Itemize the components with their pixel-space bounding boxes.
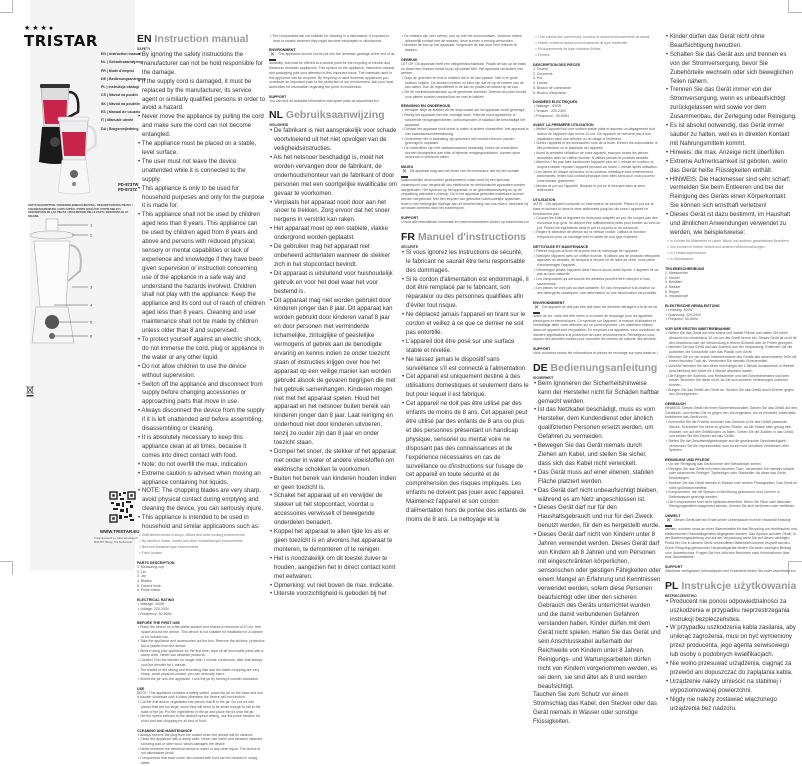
usage-sub-item: □ Hôtels, motels et autres environnements de type résidentiel. xyxy=(533,40,661,46)
language-code: EN xyxy=(137,33,152,45)
bullet-item: • De gebruiker mag het apparaat niet onbeheerd achterlaten wanneer de stekker zich in het stopcontact bevindt. xyxy=(269,243,397,270)
small-text: You can find all available information and spare parts at www.tristar.eu! xyxy=(269,98,379,103)
weee-bin-icon: ✕ xyxy=(269,52,276,61)
section-title: Manuel d'instructions xyxy=(417,230,527,243)
small-text: 3. Behälter xyxy=(665,280,682,285)
bullet-item: • Urządzenie należy umieścić na stabilnej i wypoziomowanej powierzchni. xyxy=(665,678,797,696)
callout-3: 3 xyxy=(90,284,93,290)
bullet-item: • De fabrikant is niet aansprakelijk voor schade voortvloeiend uit het niet opvolgen van de veiligheidsinstructies. xyxy=(269,127,397,154)
environment-paragraph xyxy=(665,518,797,560)
small-bullet: • Stellen Sie die Geschwindigkeitsregler auf die gewünschte Geschwindigkeit; verwenden Sie die Impulsfunktion zum kurzen und schnellen Zerkleinern aller Speisen. xyxy=(665,439,797,453)
section-subheading: ELECTRICAL RATING xyxy=(137,598,175,603)
crop-mark xyxy=(0,561,13,575)
paragraph-text: This appliance should not be put into the domestic garbage at the end of its durability, but must be offered at a central point for the recycling of electric and electronic domestic appliances. This symbol on the appliance, instruction manual and packaging puts your attention to this important issue. The materials used in this appliance can be recycled. By recycling of used domestic appliances you contribute an important push to the protection of our environment. Ask your local authorities for information regarding the point of recollection. xyxy=(269,52,395,89)
website-link[interactable]: WWW.TRISTAR.EU xyxy=(100,529,140,534)
section-heading xyxy=(401,231,529,243)
bullet-item: • Always disconnect the device from the supply if it is left unattended and before assembling, disassembling or cleaning. xyxy=(137,407,265,434)
bullet-item: • Das Gerät darf nicht unbeaufsichtigt bleiben, während es am Netz angeschlossen ist. xyxy=(533,487,661,505)
weee-bin-icon: ✕ xyxy=(401,169,408,178)
small-text: 2. Couvercle xyxy=(533,71,553,76)
bullet-item: • Cet appareil ne doit pas être utilisé par des enfants de moins de 8 ans. Cet appareil peut être utilisé par des enfants de 8 ans ou plus et des personnes présentant un handicap physique, sensoriel ou mental voire ne disposant pas des connaissances et de l'expérience nécessaires en cas de surveillance ou d'instructions sur l'usage de cet appareil en toute sécurité et de compréhension des risques impliqués. Les enfants ne doivent pas jouer avec l'appareil. Maintenez l'appareil et son cordon d'alimentation hors de portée des enfants de moins de 8 ans. Le nettoyage et la xyxy=(401,400,529,525)
small-text: 3. Pot xyxy=(533,76,543,81)
subheading: SICHERHEIT xyxy=(533,375,554,380)
bullet-item: • This appliance is intended to be used in household and similar applications such as: xyxy=(137,514,265,532)
section-subheading: SUPPORT xyxy=(269,94,287,99)
weee-bin-icon: ✕ xyxy=(533,305,540,314)
small-text: LET OP: Dit apparaat heeft een veiligheidsschakelaar. Plaats de kan op de basis en draai hem linksom totdat hij op zijn plaats klikt. Het apparaat zal anders niet werken. xyxy=(401,61,527,76)
small-bullet: • Never immerse the electrical device in water or any other liquid. The device is not dishwasher proof. xyxy=(137,747,265,756)
small-bullet: • Always remove the plug from the socket when the device will be cleaned. xyxy=(137,733,265,738)
bullet-item: • Extreme Aufmerksamkeit ist geboten, wenn das Gerät heiße Flüssigkeiten enthält. xyxy=(665,158,797,176)
small-text: U kunt alle beschikbare informatie en reserveonderdelen vinden op www.tristar.eu! xyxy=(401,220,529,225)
bullet-item: • Nie wolno przesuwać urządzenia, ciągnąć za przewód ani dopuszczać do zaplątania kabla. xyxy=(665,660,797,678)
address-line: Tristar Europe B.V. | Jules Verneweg 87 xyxy=(94,537,139,540)
usage-sub-item: □ Fermes. xyxy=(533,52,661,58)
small-bullet: • Coupez les fruits et légumes en morceaux adaptés au pot. Ne coupez pas des morceaux trop gros. Ils doivent être suffisamment petits pour tomber au fond du pot. Placez les ingrédients dans le pot et couvrez-le du couvercle. xyxy=(533,216,661,230)
bullet-item: • Never move the appliance by pulling the cord and make sure the cord can not become entangled. xyxy=(137,113,265,140)
section-subheading: ENVIRONMENT xyxy=(269,48,296,53)
language-item: CS | Návod na použití xyxy=(101,93,138,98)
small-text: 5. Control knob xyxy=(137,583,161,588)
bullet-item: • W przypadku uszkodzenia kabla zasilania, aby uniknąć zagrożenia, musi on być wymieniony przez producenta, jego agenta serwisowego lub osoby o podobnych kwalifikacjach. xyxy=(665,624,797,660)
bullet-item: • This appliance is only to be used for household purposes and only for the purpose it is made for. xyxy=(137,185,265,212)
section-title: Instrukcje użytkowania xyxy=(681,579,797,592)
small-bullet: • Avant la première utilisation de votre appareil, essuyez toutes les pièces amovibles avec un chiffon humide. N'utilisez jamais de produits abrasifs. xyxy=(533,151,661,160)
bullet-item: • This appliance shall not be used by children aged less than 8 years. This appliance can be used by children aged from 8 years and above and persons with reduced physical, sensory or mental capabilities or lack of experience and knowledge if they have been given supervision or instruction concerning use of the appliance in a safe way and understand the hazards involved. Children shall not play with the appliance. Keep the appliance and its cord out of reach of children aged less than 8 years. Cleaning and user maintenance shall not be made by children unless older than 8 and supervised. xyxy=(137,211,265,336)
bullet-item: • Beim Ignorieren der Sicherheitshinweise kann der Hersteller nicht für Schäden haftbar gemacht werden. xyxy=(533,380,661,407)
section-subheading: TEILEBESCHREIBUNG xyxy=(665,266,705,271)
crop-mark xyxy=(788,0,802,13)
small-text: 1. Measuring cup xyxy=(137,564,164,569)
paragraph: Tauchen Sie zum Schutz vor einem Stromschlag das Kabel, den Stecker oder das Gerät niemals in Wasser oder sonstige Flüssigkeiten. xyxy=(533,691,657,726)
bullet-item: • Buiten het bereik van kinderen houden indien er geen toezicht is. xyxy=(269,475,397,493)
bullet-item: • Ne laissez jamais le dispositif sans surveillance s'il est connecté à l'alimentation. xyxy=(401,356,529,374)
model-number: PD-8737Z xyxy=(118,187,138,192)
small-text: 5. Bouton de commande xyxy=(533,85,572,90)
small-text: 2. Deckel xyxy=(665,275,680,280)
small-text: Sämtliche verfügbaren Informationen und Ersatzteile finden Sie unter www.tristar.eu! xyxy=(665,569,796,573)
small-bullet: • Les lames du disque éplucheur et du couteau métallique sont extrêmement tranchantes, évitez tout contact physique avec elles sans quoi vous pourriez vous blesser gravement. xyxy=(533,170,661,184)
language-code: NL xyxy=(269,109,283,122)
bullet-item: • Producent nie ponosi odpowiedzialności za uszkodzenia w przypadku nieprzestrzegania instrukcji bezpieczeństwa. xyxy=(665,598,797,625)
section-subheading: NETTOYAGE ET MAINTENANCE xyxy=(533,244,589,249)
paragraph-text: Cet appareil ne doit pas être jeté avec les déchets ménagers à la fin de sa durée de vie, mais doit être remis à un centre de recyclage pour les appareils électriques et électroniques. Ce symbole sur l'appareil, le manuel d'utilisation et l'emballage attire votre attention sur ce point important. Les matériaux utilisés dans cet appareil sont recyclables. En recyclant vos appareils, vous contribuez de manière significative à la protection de notre environnement. Renseignez-vous auprès des autorités locales pour connaître les centres de collecte des déchets. xyxy=(533,304,660,342)
usage-sub-item: □ In Gutshäusern. xyxy=(665,256,797,262)
small-bullet: • Tension : 220-240V xyxy=(533,109,661,114)
small-bullet: • Onderdelen die in aanraking zijn gekomen met voedsel kunnen worden gereinigd in sopwater. xyxy=(401,137,529,146)
bullet-item: • Ne déplacez jamais l'appareil en tirant sur le cordon et veillez à ce que ce dernier ne soit pas entortillé. xyxy=(401,311,529,338)
small-text: 6. Bouton d'impulsion xyxy=(533,90,567,95)
usage-sub-item: □ By clients in hotels, motels and other residential type environments. xyxy=(137,538,265,544)
small-bullet: • Réglez le sélecteur de vitesse sur la vitesse voulue. Utilisez la fonction d'impulsion pour un hachage bref et rapide de tout type d'aliment. xyxy=(533,230,661,239)
small-bullet: • Fréquence : 50-60Hz xyxy=(533,114,661,119)
small-text: HINWEIS: Dieses Gerät hat einen Sicherheitsschalter. Setzen Sie das Gefäß auf den Gerätefuß, und drehen Sie es gegen den Uhrzeigersinn, bis es einrastet; andernfalls funktioniert das Gerät nicht. xyxy=(665,406,797,420)
bullet-item: • Als het netsnoer beschadigd is, moet het worden vervangen door de fabrikant, de onderhoudsmonteur van de fabrikant of door personen met een soortgelijke kwalificatie om gevaar te voorkomen. xyxy=(269,154,397,199)
subheading: SAFETY xyxy=(137,47,151,51)
small-text: Vous trouverez toutes les informations et pièces de rechange sur www.tristar.eu ! xyxy=(533,351,659,356)
bullet-item: • By ignoring the safety instructions the manufacturer can not be hold responsible for the damage. xyxy=(137,51,265,78)
small-bullet: • Attention ! Ne pas faire fonctionner l'appareil plus de 1 minute en continu, et toujours laisser reposer l'appareil pendant au moins 1 minute après utilisation. xyxy=(533,160,661,169)
usage-sub-item: □ Farm houses. xyxy=(137,550,265,556)
small-bullet: • Wattage : 400W xyxy=(533,104,661,109)
bullet-item: • Do not allow children to use the device without supervision. xyxy=(137,363,265,381)
small-bullet: • Frequency: 50-60Hz xyxy=(137,612,265,617)
column-nl-fr xyxy=(401,34,529,525)
language-item: DE | Bedienungsanleitung xyxy=(101,76,146,81)
section-heading xyxy=(533,362,661,374)
small-bullet: • Mount the jar onto the appliance. Lock the jar by turning it counter clockwise. xyxy=(137,677,265,682)
subheading: SÉCURITÉ xyxy=(401,244,419,249)
section-subheading: PARTS DESCRIPTION xyxy=(137,560,175,565)
small-bullet: • Nehmen Sie das Gerät und das Zubehör aus der Verpackung. Entfernen Sie die Aufkleber, die Schutzfolie oder das Plastik vom Gerät. xyxy=(665,345,797,354)
small-bullet: • Verwijder altijd de stekker uit het stopcontact als het apparaat wordt gereinigd. xyxy=(401,108,529,113)
subheading: VEILIGHEID xyxy=(269,123,289,128)
section-title: Instruction manual xyxy=(154,33,249,45)
bullet-item: • Hinweis: die max. Anzeige nicht überfüllen xyxy=(665,149,797,158)
bullet-item: • Si le cordon d'alimentation est endommagé, il doit être remplacé par le fabricant, son réparateur ou des personnes qualifiées afin d'éviter tout risque. xyxy=(401,276,529,312)
section-subheading: ELEKTRISCHE NENNLEISTUNG xyxy=(665,304,720,309)
company-address xyxy=(94,537,139,545)
section-subheading: SUPPORT xyxy=(665,565,683,569)
callout-2: 2 xyxy=(90,232,93,238)
small-bullet: • Wattage: 400W xyxy=(137,602,265,607)
small-bullet: • Mettez l'appareil sur une surface stable plate et assurez un dégagement tout autour de l'appareil d'au moins 10 cm. Cet appareil ne convient pas à une installation dans une armoire ou un usage à l'extérieur. xyxy=(533,127,661,141)
weee-bin-icon: ✕ xyxy=(665,518,672,527)
bullet-item: • HINWEIS: Die Hackmesser sind sehr scharf; vermeiden Sie beim Entleeren und bei der Reinigung des Geräts einen Körperkontakt. Sie können sich ernsthaft verletzen! xyxy=(665,176,797,212)
small-bullet: • Monteer de kan op het apparaat. Vergrendel de kan door hem linksom te draaien. xyxy=(401,43,529,52)
section-subheading: CLEANING AND MAINTENANCE xyxy=(137,728,192,733)
small-bullet: • Les pièces ne vont pas au lave-vaisselle. En cas d'exposition à la chaleur ou des détergents caustiques, une déformation ou une décoloration est possible. xyxy=(533,286,661,295)
small-bullet: • Clean the appliance with a damp cloth. Never use harsh and abrasive cleaners, scouring pad or steel wool, which damages the device. xyxy=(137,737,265,746)
paragraph-text: Dit apparaat mag aan het einde van de levensduur niet bij het normale huishoudelijke afval worden gedeponeerd, maar moet bij een speciaal inzamelpunt voor hergebruik van elektrische en elektronische apparaten worden aangeboden. Het symbool op het apparaat, in de gebruiksaanwijzing en op de verpakking attendeert u hierop. De in het apparaat gebruikte materialen kunnen worden hergebruikt. Met het recyclen van gebruikte huishoudelijke apparaten levert u een belangrijke bijdrage aan de bescherming van ons milieu. Informeer bij uw lokale overheid naar het inzamelpunt. xyxy=(401,169,529,211)
bullet-item: • Het is noodzakelijk om dit toestel zuiver te houden, aangezien het in direct contact komt met eetwaren. xyxy=(269,555,397,582)
small-bullet: • The blades of the slicing and shredding disk and the blade chopping are very sharp, avoid physical contact, you can seriously injure. xyxy=(137,668,265,677)
small-bullet: • Voltage: 220-240V xyxy=(137,607,265,612)
usage-sub-item: □ In Frühstückspensionen. xyxy=(665,250,797,256)
small-text: 6. Pulse button xyxy=(137,588,161,593)
usage-sub-item: □ Von Kunden in Hotels, Motels und anderen Wohneinrichtungen. xyxy=(665,244,797,250)
small-bullet: • Snijd de groenten en fruit in stukken die in de kan passen. Niet in te grote stukken snijden. De stukken moeten zo klein zijn dat ze op de bodem van de kan vallen. Doe de ingrediënten in de kan en plaats het deksel op de kan. xyxy=(401,76,529,90)
section-subheading: USE xyxy=(137,686,145,691)
bullet-item: • Dit apparaat is uitsluitend voor huishoudelijk gebruik en voor het doel waar het voor bestemd is. xyxy=(269,270,397,297)
small-bullet: • Die Komponenten sind nicht spülmaschinenfest. Wenn Sie Hitze oder ätzenden Reinigungsmitteln ausgesetzt werden, können Sie sich verformen oder verfärben. xyxy=(665,500,797,509)
bullet-item: • Cet appareil est uniquement destiné à des utilisations domestiques et seulement dans le but pour lequel il est fabriqué. xyxy=(401,373,529,400)
small-bullet: • Schneiden Sie die Früchte und/oder das Gemüse in für das Gefäß passende Stücke. Schneiden Sie keine zu großen Stücke, da die Stücke klein genug sein müssen, um auf den Gefäßboden zu fallen. Geben Sie die Zutaten in das Gefäß und setzen Sie den Deckel auf das Gefäß. xyxy=(665,420,797,439)
language-item: DA | Brugervejledning xyxy=(101,126,139,131)
callout-1: 1 xyxy=(90,222,93,228)
section-subheading: SUPPORT xyxy=(401,216,419,221)
environment-paragraph xyxy=(401,169,529,211)
small-bullet: • Vorsicht! Nehmen Sie den Mixer nicht länger als 1 Minute kontinuierlich in Betrieb. Anschließend den Mixer für 1 Minute abkühlen lassen. xyxy=(665,364,797,373)
language-list xyxy=(101,50,146,133)
small-bullet: • Dompel het apparaat nooit onder in water of andere vloeistoffen. Het apparaat is niet vaatwasmachinebestendig. xyxy=(401,127,529,136)
language-item: SK | Návod na použitie xyxy=(101,101,140,106)
address-line: 5015 BH Tilburg | The Netherlands xyxy=(94,541,133,544)
bullet-item: • Kinder dürfen das Gerät nicht ohne Beaufsichtigung benutzen. xyxy=(665,33,797,51)
bullet-item: • Switch off the appliance and disconnect from supply before changing accessories or approaching parts that move in use. xyxy=(137,381,265,408)
bullet-item: • Het apparaat moet op een stabiele, vlakke ondergrond worden geplaatst. xyxy=(269,225,397,243)
small-text: 4. Messer xyxy=(665,284,681,289)
small-bullet: • Nettoyez l'appareil avec un chiffon humide. N'utilisez pas de produits nettoyants agressifs ou abrasifs, de tampons à récurer ou de laine de verre, sous peine d'endommager l'appareil. xyxy=(533,254,661,268)
language-item: IT | Manuale utente xyxy=(101,118,134,123)
section-subheading: REINIGUNG UND PFLEGE xyxy=(665,458,710,463)
small-bullet: • Zet de snelheidsschakelaar op de gewenste snelheid. Gebruik de pulse-functie voor allerlei soorten voedsel kort en snel te hakken. xyxy=(401,90,529,99)
small-bullet: • Components that have come into contact with food can be cleaned in soapy water. xyxy=(137,756,265,765)
small-bullet: • Tauchen Sie das Gerät niemals in Wasser oder andere Flüssigkeiten. Das Gerät ist nicht spülmaschinenfest. xyxy=(665,481,797,490)
parts-caption: PARTS DESCRIPTION / ONDERDELENBESCHRIJVING / DESCRIPTION DES PIÈCES / TEILEBESCHREIBUNG / OPIS CZĘŚCI / POPIS SOUČÁSTÍ / POPIS DIELOV / DESCRIPCIÓN DE LAS PIEZAS / DESCRIZIONE DELLE PARTI / BESKRIVELSE AF DELENE xyxy=(28,204,133,218)
small-text: 3. Jar xyxy=(137,574,146,579)
bullet-item: • Dompel het snoer, de stekker of het apparaat niet onder in water of andere vloeistoffen om elektrische schokken te voorkomen. xyxy=(269,448,397,475)
small-bullet: • Montez le pot sur l'appareil. Bloquez le pot en le tournant dans le sens antihoraire. xyxy=(533,184,661,193)
tristar-logo xyxy=(24,24,104,50)
usage-sub-item: □ In Küchen für Mitarbeiter in Läden, Büros und anderen gewerblichen Bereichen. xyxy=(665,238,797,244)
column-en-nl xyxy=(269,34,397,599)
section-subheading: BEFORE THE FIRST USE xyxy=(137,621,180,626)
weee-bin-icon xyxy=(26,385,34,397)
small-text: 4. Blades xyxy=(137,579,152,584)
section-subheading: ENVIRONNEMENT xyxy=(533,300,565,305)
column-fr-de xyxy=(533,34,661,727)
section-subheading: REINIGING EN ONDERHOUD xyxy=(401,104,451,109)
bullet-item: • Note: do not overfill the max. indication xyxy=(137,461,265,470)
small-text: 2. Lid xyxy=(137,569,146,574)
bullet-item: • If the supply cord is damaged, it must be replaced by the manufacturer, its service agent or similarly qualified persons in order to avoid a hazard. xyxy=(137,78,265,114)
small-bullet: • The components are not suitable for cleaning in a dishwasher. If exposed to heat or caustic cleaners they might become misshapen or discoloured. xyxy=(269,34,397,43)
bullet-item: • L'appareil doit être posé sur une surface stable et nivelée. xyxy=(401,338,529,356)
small-bullet: • Komponenten, die mit Speisen in Berührung gekommen sind, können in Seifenwasser gereinigt werden. xyxy=(665,490,797,499)
parts-diagram xyxy=(30,215,100,345)
section-subheading: AVANT LA PREMIÈRE UTILISATION xyxy=(533,123,594,128)
small-bullet: • Wischen Sie vor der ersten Inbetriebnahme des Geräts alle abnehmbaren Teile mit einem feuchten Tuch ab. Verwenden Sie niemals Scheuermittel. xyxy=(665,355,797,364)
small-bullet: • Take the appliance and accessories out the box. Remove the stickers, protective foil or plastic from the device. xyxy=(137,639,265,648)
language-item: NL | Gebruiksaanwijzing xyxy=(101,60,143,65)
small-bullet: • Place the device on a flat stable surface and ensure a minimum of 10 cm. free space around the device. This device is not suitable for installation in a cabinet or for outside use. xyxy=(137,625,265,639)
section-subheading: UMWELT xyxy=(665,514,681,519)
small-bullet: • De onderdelen zijn niet vaatwasmachine bestendig. Indien de onderdelen worden blootgesteld aan hitte of bijtende reinigingsmiddelen, kunnen deze vervormd of verkleurd raken. xyxy=(401,146,529,160)
section-title: Gebruiksaanwijzing xyxy=(285,109,385,122)
small-bullet: • Retirez toujours la fiche de la prise lors du nettoyage de l'appareil. xyxy=(533,249,661,254)
usage-sub-item: □ Coin cuisine des commerces, bureaux et autres environnements de travail. xyxy=(533,34,661,40)
bullet-item: • The user must not leave the device unattended while it is connected to the supply. xyxy=(137,158,265,185)
bullet-item: • Ist das Netzkabel beschädigt, muss es vom Hersteller, dem Kundendienst oder ähnlich qualifizierten Personen ersetzt werden, um Gefahren zu vermeiden. xyxy=(533,406,661,442)
small-bullet: • Caution! Run the blender no longer than 1 minute continuous, after that always cool the blender for 1 minute. xyxy=(137,658,265,667)
environment-paragraph xyxy=(269,52,397,89)
callout-4: 4 xyxy=(90,302,93,308)
small-bullet: • Set the speed selector to the desired speed setting, use the pulse function for short and fast chopping for all kind of food. xyxy=(137,714,265,723)
bullet-item: • Dieses Gerät darf nicht von Kindern unter 8 Jahren verwendet werden. Dieses Gerät darf von Kindern ab 8 Jahren und von Personen mit eingeschränkten körperlichen, sensorischen oder geistigen Fähigkeiten oder einem Mangel an Erfahrung und Kenntnissen verwendet werden, sofern diese Personen beaufsichtigt oder über den sicheren Gebrauch des Geräts unterrichtet wurden und die damit verbundenen Gefahren verstanden haben. Kinder dürfen mit dem Gerät nicht spielen. Halten Sie das Gerät und sein Anschlusskabel außerhalb der Reichweite von Kindern unter 8 Jahren. Reinigungs- und Wartungsarbeiten dürfen nicht von Kindern vorgenommen werden, es sei denn, sie sind älter als 8 und werden beaufsichtigt. xyxy=(533,531,661,691)
small-bullet: • Reinigen Sie das Gerät mit einem feuchten Tuch. Verwenden Sie niemals scharfe oder scheuernde Reiniger, Topfreiniger oder Stahlwolle, da diese das Gerät beschädigen. xyxy=(665,467,797,481)
bullet-item: • Trennen Sie das Gerät immer von der Stromversorgung, wenn es unbeaufsichtigt zurückgelassen wird sowie vor dem Zusammenbau, der Zerlegung oder Reinigung. xyxy=(665,86,797,122)
bullet-item: • Schalten Sie das Gerät aus und trennen es von der Stromversorgung, bevor Sie Zubehörteile wechseln oder sich beweglichen Teilen nähern. xyxy=(665,51,797,87)
section-heading xyxy=(269,109,397,121)
column-de-pl xyxy=(665,33,797,713)
usage-sub-item: □ Bed and breakfast type environments. xyxy=(137,544,265,550)
small-text: 5. Regler xyxy=(665,289,680,294)
small-bullet: • Before using your appliance for the first time, wipe off all removable parts with a damp cloth. Never use abrasive products. xyxy=(137,649,265,658)
logo-stars: ★★★● xyxy=(24,25,56,32)
usage-sub-item: □ Staff kitchen areas in shops, offices and other working environments. xyxy=(137,532,265,538)
environment-paragraph xyxy=(533,305,661,342)
section-subheading: MILIEU xyxy=(401,165,414,170)
bullet-item: • It is absolutely necessary to keep this appliance clean at all times, because it comes into direct contact with food. xyxy=(137,434,265,461)
language-item: EN | Instruction manual xyxy=(101,52,142,56)
section-subheading: UTILISATION xyxy=(533,198,556,203)
bullet-item: • Dit apparaat mag niet worden gebruikt door kinderen jonger dan 8 jaar. Dit apparaat kan worden gebruikt door kinderen vanaf 8 jaar en door personen met verminderde lichamelijke, zintuiglijke of geestelijke vermogens of gebrek aan de benodigde ervaring en kennis indien ze onder toezicht staan of instructies krijgen over hoe het apparaat op een veilige manier kan worden gebruikt alsook de gevaren begrijpen die met het gebruik samenhangen. Kinderen mogen niet met het apparaat spelen. Houd het apparaat en het netsnoer buiten bereik van kinderen jonger dan 8 jaar. Laat reiniging en onderhoud niet door kinderen uitvoeren, tenzij ze ouder zijn dan 8 jaar en onder toezicht staan. xyxy=(269,297,397,448)
bullet-item: • Bewegen Sie das Gerät niemals durch Ziehen am Kabel, und stellen Sie sicher, dass sich das Kabel nicht verwickelt. xyxy=(533,442,661,469)
logo-wordmark: TRISTAR xyxy=(24,32,98,50)
small-bullet: • De messen zijn zeer scherp, pas op met het schoonmaken. Voorkom iedere lichamelijk contact met de messen, deze kunnen u ernstig verwonden. xyxy=(401,34,529,43)
model-numbers xyxy=(118,182,139,192)
section-heading xyxy=(665,580,797,592)
usage-sub-item: □ Environnements de type chambre d'hôtes. xyxy=(533,46,661,52)
qr-code[interactable] xyxy=(110,492,135,522)
bullet-item: • Verplaats het apparaat nooit door aan het snoer te trekken. Zorg ervoor dat het snoer nergens in verstrikt kan raken. xyxy=(269,199,397,226)
language-code: FR xyxy=(401,230,415,243)
section-subheading: DONNÉES ÉLECTRIQUES xyxy=(533,100,578,105)
column-en xyxy=(137,27,265,766)
small-bullet: • Stellen Sie das Gerät auf eine ebene und stabile Fläche und halten Sie einen Abstand von mindestens 10 cm um das Gerät herum ein. Dieses Gerät ist nicht für den Anschluss oder die Verwendung in einem Schrank oder im Freien geeignet. xyxy=(665,331,797,345)
model-number: PD-8737W xyxy=(118,182,139,187)
bullet-item: • To protect yourself against an electric shock, do not immerse the cord, plug or appliance in the water or any other liquid. xyxy=(137,336,265,363)
section-subheading: GEBRAUCH xyxy=(665,402,686,407)
bullet-item: • Es ist absolut notwendig, das Gerät immer sauber zu halten, weil es in direkten Kontakt mit Nahrungsmitteln kommt. xyxy=(665,122,797,149)
small-text: 6. Impulsknopf xyxy=(665,294,688,299)
language-code: DE xyxy=(533,361,548,374)
section-heading xyxy=(137,33,265,45)
paragraph-text: Dieses Gerät darf am Ende seiner Lebensdauer nicht im Hausmüll entsorgt werden, sondern muss an einer Sammelstelle für das Recycling von elektrischen und elektronischen Haushaltsgeräten abgegeben werden. Das Symbol auf dem Gerät, in der Bedienungsanleitung und auf der Verpackung weist Sie auf diesen wichtigen Punkt hin. Die in diesem Gerät verwendeten Materialien können recycelt werden. Durch Recycling gebrauchter Haushaltsgeräte leisten Sie einen wichtigen Beitrag zum Umweltschutz. Fragen Sie Ihre örtlichen Behörden nach Informationen über eine Sammelstelle. xyxy=(665,518,797,560)
small-text: 1. Messbecher xyxy=(665,270,688,275)
section-title: Bedienungsanleitung xyxy=(550,361,658,374)
bullet-item: • Dieses Gerät darf nur für den Haushaltsgebrauch und nur für den Zweck benutzt werden, für den es hergestellt wurde. xyxy=(533,504,661,531)
bullet-item: • Nigdy nie należy zostawiać włączonego urządzenia bez nadzoru. xyxy=(665,696,797,714)
language-item: FR | Mode d'emploi xyxy=(101,68,134,73)
small-text: 4. Lames xyxy=(533,81,548,86)
bullet-item: • Schakel het apparaat uit en verwijder de stekker uit het stopcontact, voordat u accessoires verwisselt of bewegende onderdelen benadert. xyxy=(269,492,397,528)
language-code: PL xyxy=(665,579,679,592)
bullet-item: • Das Gerät muss auf einer ebenen, stabilen Fläche platziert werden. xyxy=(533,469,661,487)
small-bullet: • N'immergez jamais l'appareil dans l'eau ni aucun autre liquide. L'appareil ne va pas au lave-vaisselle. xyxy=(533,268,661,277)
small-bullet: • Sortez l'appareil et les accessoires hors de la boîte. Retirez les autocollants, le film protecteur ou le plastique de l'appareil. xyxy=(533,141,661,150)
product-photo xyxy=(36,82,96,197)
small-text: 1. Doseur xyxy=(533,67,549,71)
language-item: PL | Instrukcja obsługi xyxy=(101,85,140,90)
crop-mark xyxy=(0,0,13,13)
small-bullet: • Frequenz: 50-60Hz xyxy=(665,317,797,322)
small-text: NOTE: This appliance contains a safety switch, place the jar on the base and turn it counter clockwise until it clicks otherwise the device will not function. xyxy=(137,690,264,700)
bullet-item: • Dieses Gerät ist dazu bestimmt, im Haushalt und ähnlichen Anwendungen verwendet zu werden, wie beispielsweise: xyxy=(665,211,797,238)
small-text: NOTE : Cet appareil comporte un interrupteur de sécurité. Placez le pot sur la base et tournez-le dans le sens antihoraire jusqu'au clic sinon l'appareil ne fonctionnera pas. xyxy=(533,202,654,216)
bullet-item: • The appliance must be placed on a stable, level surface. xyxy=(137,140,265,158)
bullet-item: • Uiterste voorzichtigheid is geboden bij het xyxy=(269,590,397,599)
section-subheading: DESCRIPTION DES PIÈCES xyxy=(533,63,581,67)
small-bullet: • Vor der Reinigung das Gerät immer den Netzstecker ziehen. xyxy=(665,462,797,467)
white-blender xyxy=(58,117,96,194)
callout-5: 5 xyxy=(90,319,93,325)
bullet-item: • Si vous ignorez les instructions de sécurité, le fabricant ne saurait être tenu responsable des dommages. xyxy=(401,249,529,276)
bullet-item: • Extreme caution is advised when moving an appliance containing hot liquids. xyxy=(137,470,265,488)
small-bullet: • Les composants qui ont touché les aliments peuvent être nettoyés à l'eau savonneuse. xyxy=(533,277,661,286)
section-subheading: SUPPORT xyxy=(533,347,551,352)
subheading: BEZPIECZEŃSTWO xyxy=(665,593,697,598)
callout-6: 6 xyxy=(90,333,93,339)
section-subheading: VOR DER ERSTEN INBETRIEBNAHME xyxy=(665,327,731,332)
small-bullet: • Spannung: 220-240V xyxy=(665,313,797,318)
language-item: ES | Manual de usuario xyxy=(101,110,141,115)
small-bullet: • Cut the fruit and/or vegetables into pieces that fit in the jar. Do not cut into pieces that are too large, since they will need to be small enough to fall to the base of the jar. Put the ingredients in the jar and place the lid onto the jar. xyxy=(137,700,265,714)
section-subheading: GEBRUIK xyxy=(401,57,418,62)
small-bullet: • Leistung: 400W xyxy=(665,308,797,313)
bullet-item: • Koppel het apparaat te allen tijde los als er geen toezicht is en alvorens het apparaat te monteren, te demonteren of te reinigen. xyxy=(269,528,397,555)
bullet-item: • NOTE: The chopping blades are very sharp, avoid physical contact during emptying and cleaning the device, you can seriously injure. xyxy=(137,487,265,514)
small-bullet: • Bringen Sie das Gefäß am Gerät an. Sichern Sie das Gefäß durch Drehen gegen den Uhrzeigersinn. xyxy=(665,388,797,397)
small-bullet: • Reinig het apparaat met een vochtige doek. Gebruik nooit agressieve of schurende reinigingsmiddelen, schuursponzen of staalwol die beschadigd het apparaat. xyxy=(401,113,529,127)
small-bullet: • Die Klingen der Schneid- und Reibscheibe und des Schneidmessers sind sehr scharf. Berühren Sie diese nicht, da Sie sich schwere Verletzungen zuziehen können. xyxy=(665,374,797,388)
bullet-item: • Opmerking: vul niet boven de max. indicatie. xyxy=(269,582,397,591)
